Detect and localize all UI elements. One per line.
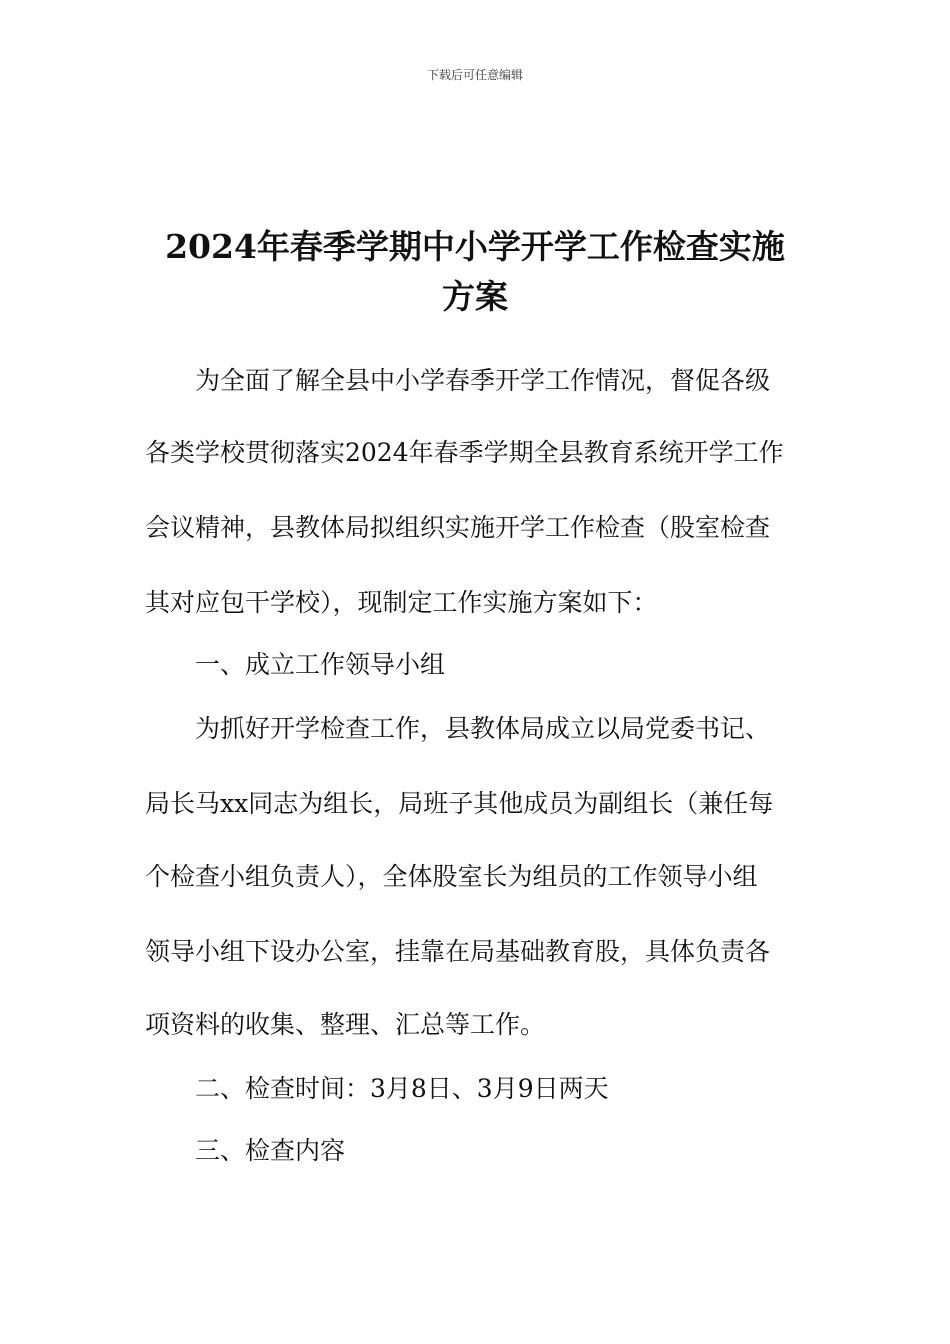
paragraph-intro-line-4: 其对应包干学校），现制定工作实施方案如下： [145,588,658,617]
paragraph-leadership-line-5: 项资料的收集、整理、汇总等工作。 [145,1010,546,1039]
paragraph-leadership-line-2: 局长马xx同志为组长，局班子其他成员为副组长（兼任每 [145,789,774,818]
paragraph-intro-line-2: 各类学校贯彻落实2024年春季学期全县教育系统开学工作 [145,438,784,467]
document-title [140,222,810,322]
title-line-2: 方案 [442,277,508,316]
section-heading-2: 二、检查时间：3月8日、3月9日两天 [195,1074,609,1103]
paragraph-leadership-line-3: 个检查小组负责人），全体股室长为组员的工作领导小组 [145,862,758,891]
paragraph-intro-line-3: 会议精神，县教体局拟组织实施开学工作检查（股室检查 [145,513,771,542]
title-line-1: 2024年春季学期中小学开学工作检查实施 [165,227,785,266]
paragraph-leadership-line-1: 为抓好开学检查工作，县教体局成立以局党委书记、 [195,714,771,743]
header-note: 下载后可任意编辑 [426,68,523,82]
section-heading-1: 一、成立工作领导小组 [195,650,446,679]
paragraph-leadership-line-4: 领导小组下设办公室，挂靠在局基础教育股，具体负责各 [145,937,771,966]
paragraph-intro-line-1: 为全面了解全县中小学春季开学工作情况，督促各级 [195,366,771,395]
section-heading-3: 三、检查内容 [195,1136,346,1165]
